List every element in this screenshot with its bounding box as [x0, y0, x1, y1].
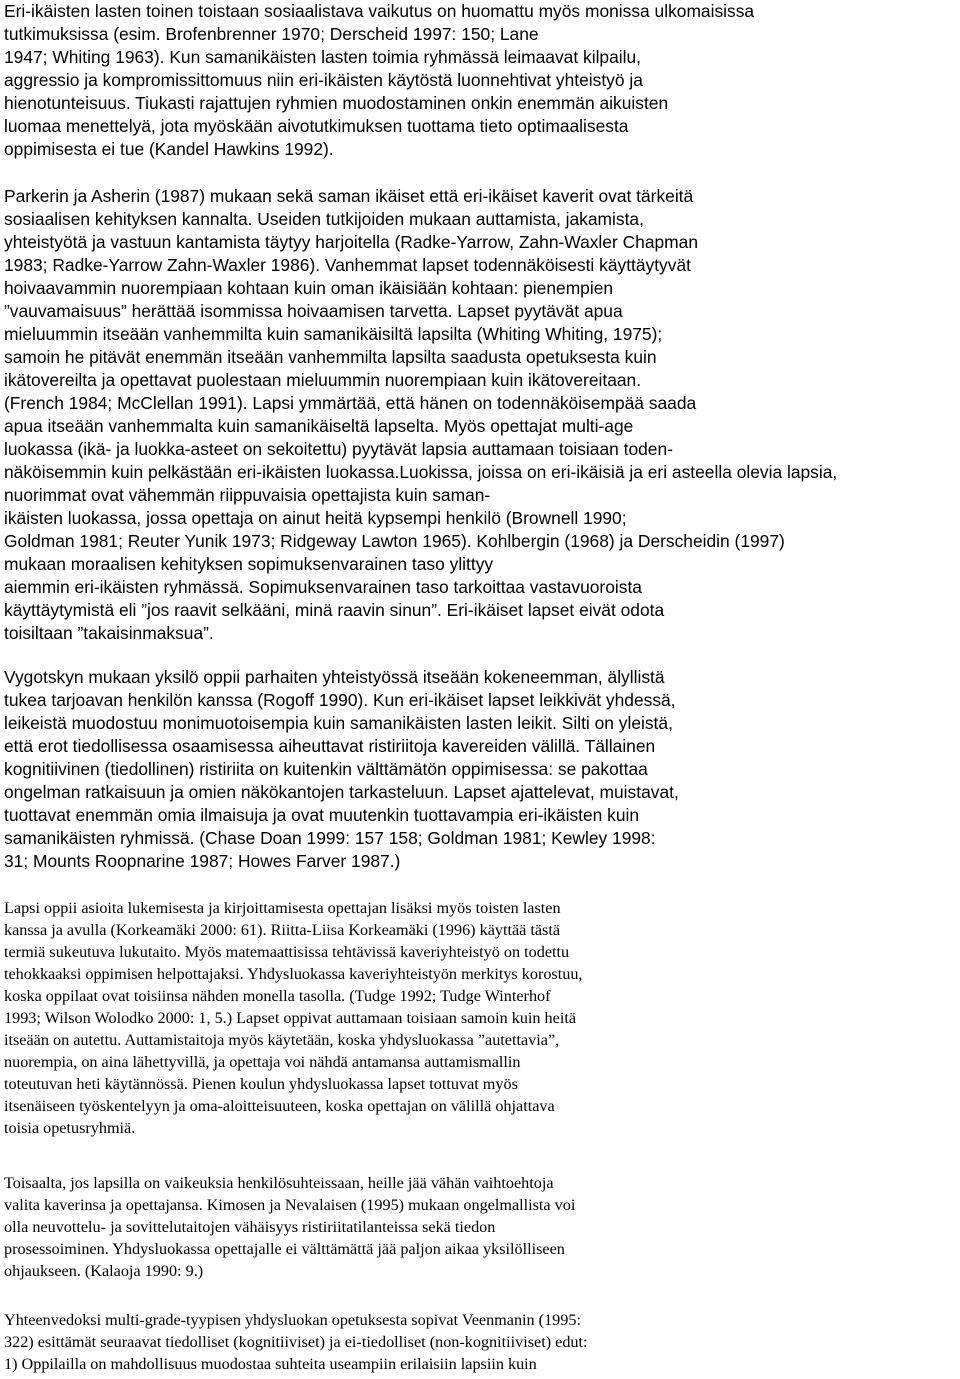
text-line: itseään on autettu. Auttamistaitoja myös käytetään, koska yhdysluokassa ”autettavia”,: [4, 1031, 560, 1049]
text-line: näköisemmin kuin pelkästään eri-ikäisten luokassa.Luokissa, joissa on eri-ikäisiä ja eri asteella olevia lapsia,: [4, 462, 838, 482]
text-line: mieluummin itseään vanhemmilta kuin samanikäisiltä lapsilta (Whiting Whiting, 1975);: [4, 324, 663, 344]
paragraph-summary: [4, 1309, 954, 1375]
text-line: Lapsi oppii asioita lukemisesta ja kirjoittamisesta opettajan lisäksi myös toisten lasten: [4, 899, 561, 917]
text-line: kanssa ja avulla (Korkeamäki 2000: 61). Riitta-Liisa Korkeamäki (1996) käyttää tästä: [4, 921, 561, 939]
text-line: toisiltaan ”takaisinmaksua”.: [4, 623, 214, 643]
text-line: että erot tiedollisessa osaamisessa aiheuttavat ristiriitoja kavereiden välillä. Tällainen: [4, 736, 656, 756]
text-line: koska oppilaat ovat toisiinsa nähden monella tasolla. (Tudge 1992; Tudge Winterhof: [4, 987, 551, 1005]
paragraph-vygotsky: [4, 666, 954, 873]
text-line: yhteistyötä ja vastuun kantamista täytyy harjoitella (Radke-Yarrow, Zahn-Waxler Chapman: [4, 232, 698, 252]
text-line: ikätovereilta ja opettavat puolestaan mieluummin nuorempiaan kuin ikätovereitaan.: [4, 370, 642, 390]
text-line: tuottavat enemmän omia ilmaisuja ja ovat muutenkin tuottavampia eri-ikäisten kuin: [4, 805, 640, 825]
text-line: 1983; Radke-Yarrow Zahn-Waxler 1986). Vanhemmat lapset todennäköisesti käyttäytyvät: [4, 255, 691, 275]
text-line: prosessoiminen. Yhdysluokassa opettajalle ei välttämättä jää paljon aikaa yksilölliseen: [4, 1240, 565, 1258]
text-line: sosiaalisen kehityksen kannalta. Useiden tutkijoiden mukaan auttamista, jakamista,: [4, 209, 644, 229]
text-line: Vygotskyn mukaan yksilö oppii parhaiten yhteistyössä itseään kokeneemman, älyllistä: [4, 667, 665, 687]
text-line: aggressio ja kompromissittomuus niin eri-ikäisten käytöstä luonnehtivat yhteistyö ja: [4, 70, 643, 90]
text-line: leikeistä muodostuu monimuotoisempia kuin samanikäisten lasten leikit. Silti on yleistä,: [4, 713, 673, 733]
text-line: luokassa (ikä- ja luokka-asteet on sekoitettu) pyytävät lapsia auttamaan toisiaan toden-: [4, 439, 673, 459]
text-line: aiemmin eri-ikäisten ryhmässä. Sopimuksenvarainen taso tarkoittaa vastavuoroista: [4, 577, 642, 597]
paragraph-social-influence: [4, 0, 954, 161]
text-line: toisia opetusryhmiä.: [4, 1119, 136, 1137]
text-line: apua itseään vanhemmalta kuin samanikäiseltä lapselta. Myös opettajat multi-age: [4, 416, 634, 436]
text-line: 1) Oppilailla on mahdollisuus muodostaa suhteita useampiin erilaisiin lapsiin kuin: [4, 1355, 537, 1373]
text-line: kognitiivinen (tiedollinen) ristiriita on kuitenkin välttämätön oppimisessa: se pakottaa: [4, 759, 648, 779]
text-line: hienotunteisuus. Tiukasti rajattujen ryhmien muodostaminen onkin enemmän aikuisten: [4, 93, 669, 113]
text-line: Eri-ikäisten lasten toinen toistaan sosiaalistava vaikutus on huomattu myös monissa ulkomaisissa: [4, 1, 755, 21]
text-line: 31; Mounts Roopnarine 1987; Howes Farver 1987.): [4, 851, 401, 871]
text-line: Goldman 1981; Reuter Yunik 1973; Ridgeway Lawton 1965). Kohlbergin (1968) ja Derscheidin (1997): [4, 531, 785, 551]
text-line: itsenäiseen työskentelyyn ja oma-aloitteisuuteen, koska opettajan on välillä ohjattava: [4, 1097, 555, 1115]
paragraph-peer-helping: [4, 185, 954, 645]
text-line: tukea tarjoavan henkilön kanssa (Rogoff 1990). Kun eri-ikäiset lapset leikkivät yhdessä,: [4, 690, 676, 710]
text-line: nuorempia, on aina lähettyvillä, ja opettaja voi nähdä antamansa auttamismallin: [4, 1053, 521, 1071]
text-line: 1993; Wilson Wolodko 2000: 1, 5.) Lapset oppivat auttamaan toisiaan samoin kuin heitä: [4, 1009, 577, 1027]
text-line: mukaan moraalisen kehityksen sopimuksenvarainen taso ylittyy: [4, 554, 494, 574]
text-line: toteutuvan heti käytännössä. Pienen koulun yhdysluokassa lapset tottuvat myös: [4, 1075, 518, 1093]
text-line: Yhteenvedoksi multi-grade-tyypisen yhdysluokan opetuksesta sopivat Veenmanin (1995:: [4, 1311, 581, 1329]
text-line: samoin he pitävät enemmän itseään vanhemmilta lapsilta saadusta opetuksesta kuin: [4, 347, 657, 367]
text-line: ohjaukseen. (Kalaoja 1990: 9.): [4, 1262, 204, 1280]
text-line: tutkimuksissa (esim. Brofenbrenner 1970; Derscheid 1997: 150; Lane: [4, 24, 539, 44]
text-line: oppimisesta ei tue (Kandel Hawkins 1992).: [4, 139, 334, 159]
text-line: ongelman ratkaisuun ja omien näkökantojen tarkasteluun. Lapset ajattelevat, muistavat,: [4, 782, 679, 802]
text-line: Toisaalta, jos lapsilla on vaikeuksia henkilösuhteissaan, heille jää vähän vaihtoehtoja: [4, 1174, 554, 1192]
text-line: luomaa menettelyä, jota myöskään aivotutkimuksen tuottama tieto optimaalisesta: [4, 116, 629, 136]
text-line: Parkerin ja Asherin (1987) mukaan sekä saman ikäiset että eri-ikäiset kaverit ovat tärkeitä: [4, 186, 694, 206]
text-line: ikäisten luokassa, jossa opettaja on ainut heitä kypsempi henkilö (Brownell 1990;: [4, 508, 627, 528]
text-line: käyttäytymistä eli ”jos raavit selkääni, minä raavin sinun”. Eri-ikäiset lapset eivät odota: [4, 600, 665, 620]
text-line: ”vauvamaisuus” herättää isommissa hoivaamisen tarvetta. Lapset pyytävät apua: [4, 301, 623, 321]
text-line: 322) esittämät seuraavat tiedolliset (kognitiiviset) ja ei-tiedolliset (non-kognitiiviset) edut:: [4, 1333, 588, 1351]
text-line: valita kaverinsa ja opettajansa. Kimosen ja Nevalaisen (1995) mukaan ongelmallista voi: [4, 1196, 576, 1214]
text-line: samanikäisten ryhmissä. (Chase Doan 1999: 157 158; Goldman 1981; Kewley 1998:: [4, 828, 656, 848]
paragraph-literacy: [4, 897, 954, 1139]
text-line: hoivaavammin nuorempiaan kohtaan kuin oman ikäisiään kohtaan: pienempien: [4, 278, 614, 298]
text-line: 1947; Whiting 1963). Kun samanikäisten lasten toimia ryhmässä leimaavat kilpailu,: [4, 47, 642, 67]
text-line: tehokkaaksi oppimisen helpottajaksi. Yhdysluokassa kaveriyhteistyön merkitys korostuu,: [4, 965, 583, 983]
text-line: olla neuvottelu- ja sovittelutaitojen vähäisyys ristiriitatilanteissa sekä tiedon: [4, 1218, 496, 1236]
text-line: nuorimmat ovat vähemmän riippuvaisia opettajista kuin saman-: [4, 485, 491, 505]
text-line: termiä sukeutuva lukutaito. Myös matemaattisissa tehtävissä kaveriyhteistyö on todettu: [4, 943, 570, 961]
paragraph-difficulties: [4, 1172, 954, 1282]
text-line: (French 1984; McClellan 1991). Lapsi ymmärtää, että hänen on todennäköisempää saada: [4, 393, 697, 413]
